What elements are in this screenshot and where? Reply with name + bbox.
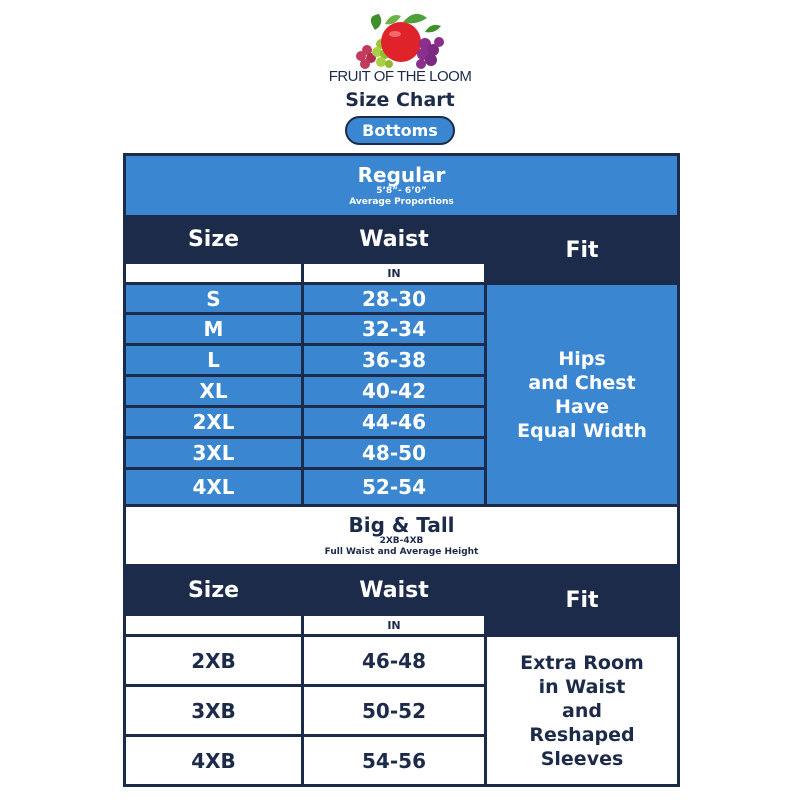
big-tall-fit-description xyxy=(487,637,677,784)
regular-fit-header: Fit xyxy=(487,218,677,282)
regular-size-unit-cell xyxy=(126,264,301,282)
regular-height: 5’8”- 6’0” xyxy=(376,185,427,196)
regular-waist-cell: 36-38 xyxy=(304,346,484,374)
regular-waist-cell: 32-34 xyxy=(304,315,484,343)
big-tall-size-unit-cell xyxy=(126,616,301,634)
regular-proportions: Average Proportions xyxy=(349,196,454,207)
fit-line: Have xyxy=(555,395,609,418)
regular-waist-cell: 40-42 xyxy=(304,377,484,405)
big-tall-size-cell: 2XB xyxy=(126,637,301,684)
regular-size-cell: M xyxy=(126,315,301,343)
fit-line: Hips xyxy=(558,347,606,370)
regular-waist-cell: 48-50 xyxy=(304,439,484,467)
regular-waist-cell: 52-54 xyxy=(304,470,484,504)
brand-name: FRUIT OF THE LOOM xyxy=(328,68,472,85)
big-tall-fit-header: Fit xyxy=(487,567,677,634)
big-tall-range: 2XB-4XB xyxy=(379,535,424,546)
regular-size-cell: 2XL xyxy=(126,408,301,436)
page-title: Size Chart xyxy=(345,89,455,111)
regular-size-cell: L xyxy=(126,346,301,374)
size-chart-table xyxy=(123,153,680,787)
fit-line: and Chest xyxy=(528,371,636,394)
regular-size-cell: S xyxy=(126,285,301,312)
big-tall-waist-header: Waist xyxy=(304,567,484,613)
regular-size-cell: 4XL xyxy=(126,470,301,504)
fit-line: Extra Room xyxy=(520,651,644,674)
category-badge: Bottoms xyxy=(345,116,455,145)
big-tall-section-header xyxy=(126,507,677,564)
fit-line: Reshaped xyxy=(529,723,635,746)
big-tall-waist-unit: IN xyxy=(304,616,484,634)
regular-size-cell: 3XL xyxy=(126,439,301,467)
regular-waist-unit: IN xyxy=(304,264,484,282)
regular-waist-header: Waist xyxy=(304,218,484,261)
regular-waist-cell: 44-46 xyxy=(304,408,484,436)
big-tall-waist-cell: 46-48 xyxy=(304,637,484,684)
big-tall-size-header: Size xyxy=(126,567,301,613)
big-tall-size-cell: 4XB xyxy=(126,737,301,784)
fruit-logo-icon xyxy=(345,10,455,74)
regular-size-cell: XL xyxy=(126,377,301,405)
regular-waist-cell: 28-30 xyxy=(304,285,484,312)
fit-line: in Waist xyxy=(538,675,626,698)
regular-title: Regular xyxy=(357,162,446,187)
regular-fit-description xyxy=(487,285,677,504)
regular-section-header xyxy=(126,156,677,215)
fit-line: Equal Width xyxy=(517,419,647,442)
big-tall-size-cell: 3XB xyxy=(126,687,301,734)
big-tall-waist-cell: 54-56 xyxy=(304,737,484,784)
fit-line: and xyxy=(562,699,602,722)
regular-size-header: Size xyxy=(126,218,301,261)
big-tall-title: Big & Tall xyxy=(348,512,455,537)
big-tall-waist-cell: 50-52 xyxy=(304,687,484,734)
big-tall-description: Full Waist and Average Height xyxy=(324,546,479,557)
fit-line: Sleeves xyxy=(540,747,624,770)
